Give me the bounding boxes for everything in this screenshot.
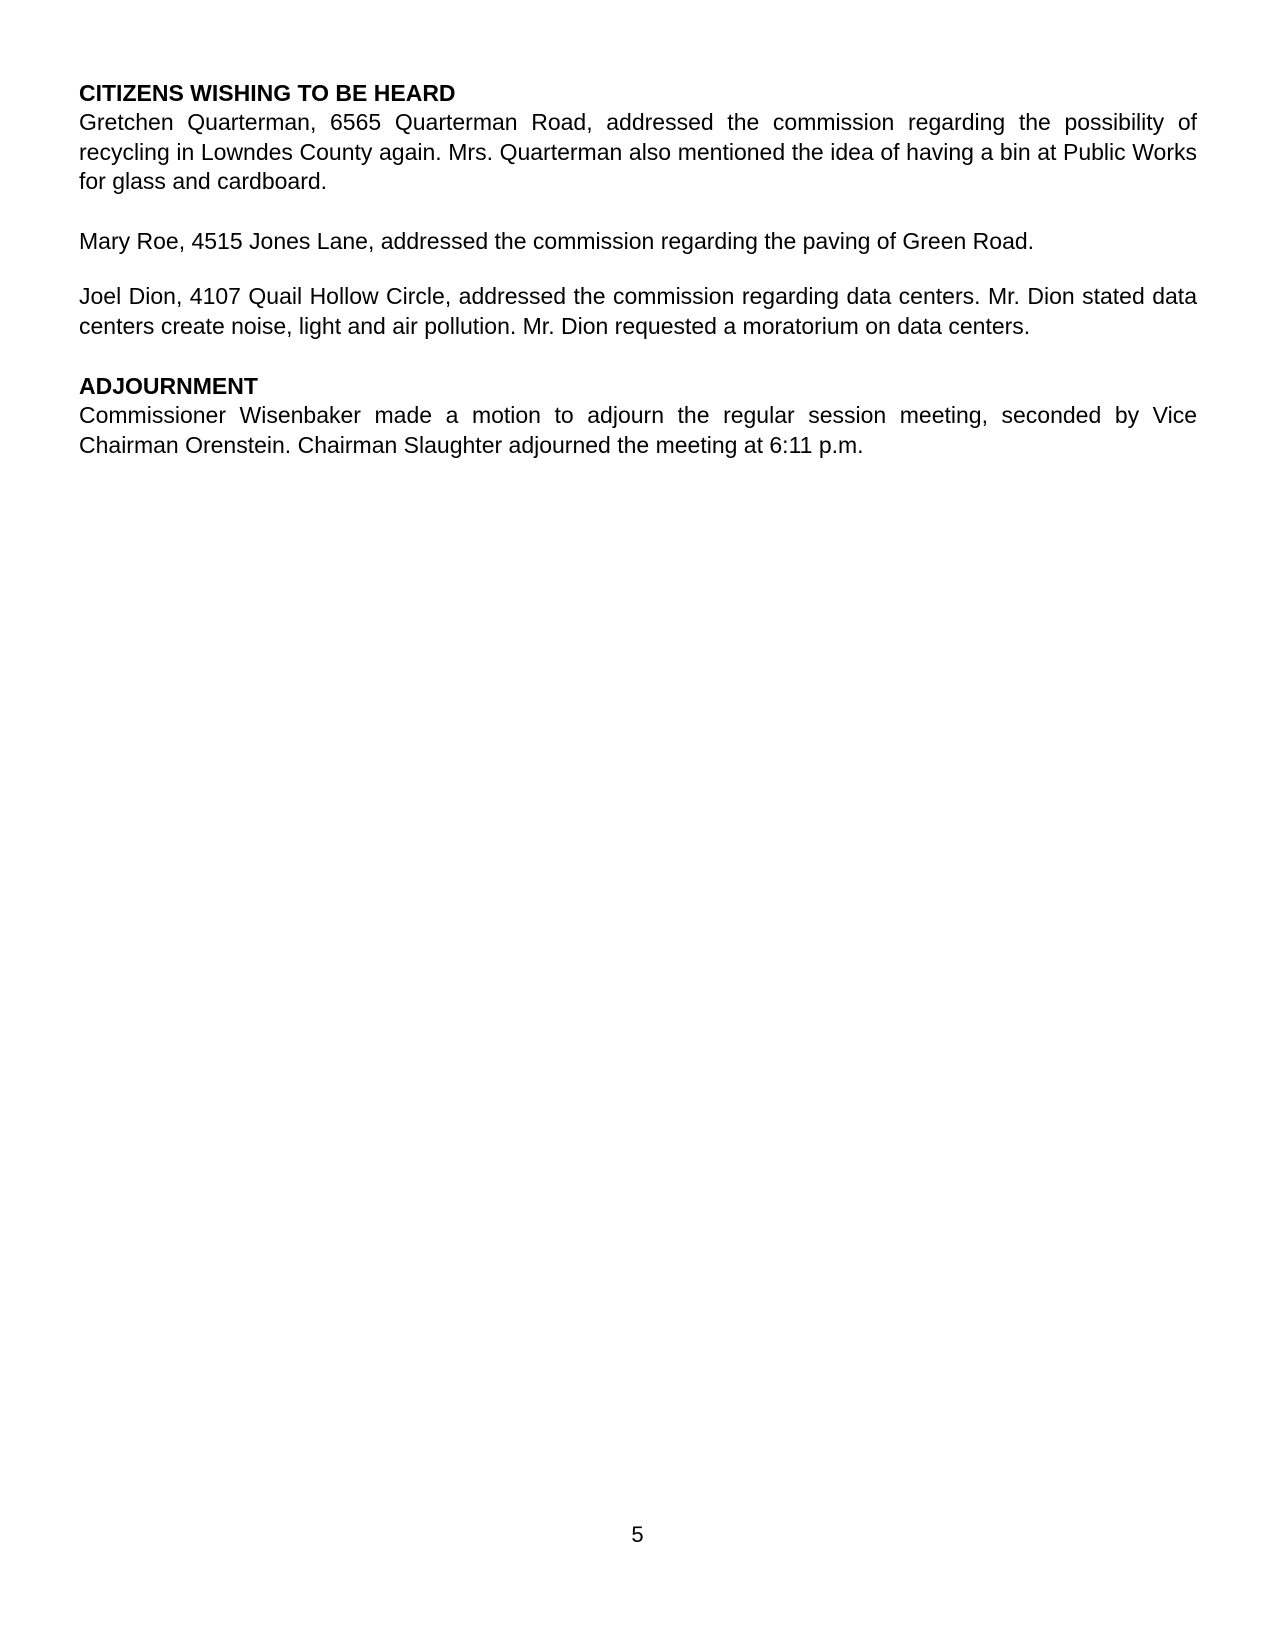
section-heading: ADJOURNMENT (79, 373, 258, 399)
section-citizens (79, 78, 1197, 341)
section-adjournment (79, 371, 1197, 460)
paragraph-dion: Joel Dion, 4107 Quail Hollow Circle, addressed the commission regarding data centers. Mr. Dion stated data centers create noise, light and air pollution. Mr. Dion requested a moratorium on data centers. (79, 283, 1197, 339)
document-page (79, 78, 1197, 460)
page-number: 5 (631, 1522, 644, 1547)
section-heading: CITIZENS WISHING TO BE HEARD (79, 80, 456, 106)
paragraph-roe: Mary Roe, 4515 Jones Lane, addressed the commission regarding the paving of Green Road. (79, 227, 1035, 254)
paragraph-adjournment: Commissioner Wisenbaker made a motion to adjourn the regular session meeting, seconded by Vice Chairman Orenstein. Chairman Slaughter adjourned the meeting at 6:11 p.m. (79, 402, 1197, 458)
paragraph-quarterman: Gretchen Quarterman, 6565 Quarterman Road, addressed the commission regarding the possibility of recycling in Lowndes County again. Mrs. Quarterman also mentioned the idea of having a bin at Public Works for glass and cardboard. (79, 109, 1197, 194)
